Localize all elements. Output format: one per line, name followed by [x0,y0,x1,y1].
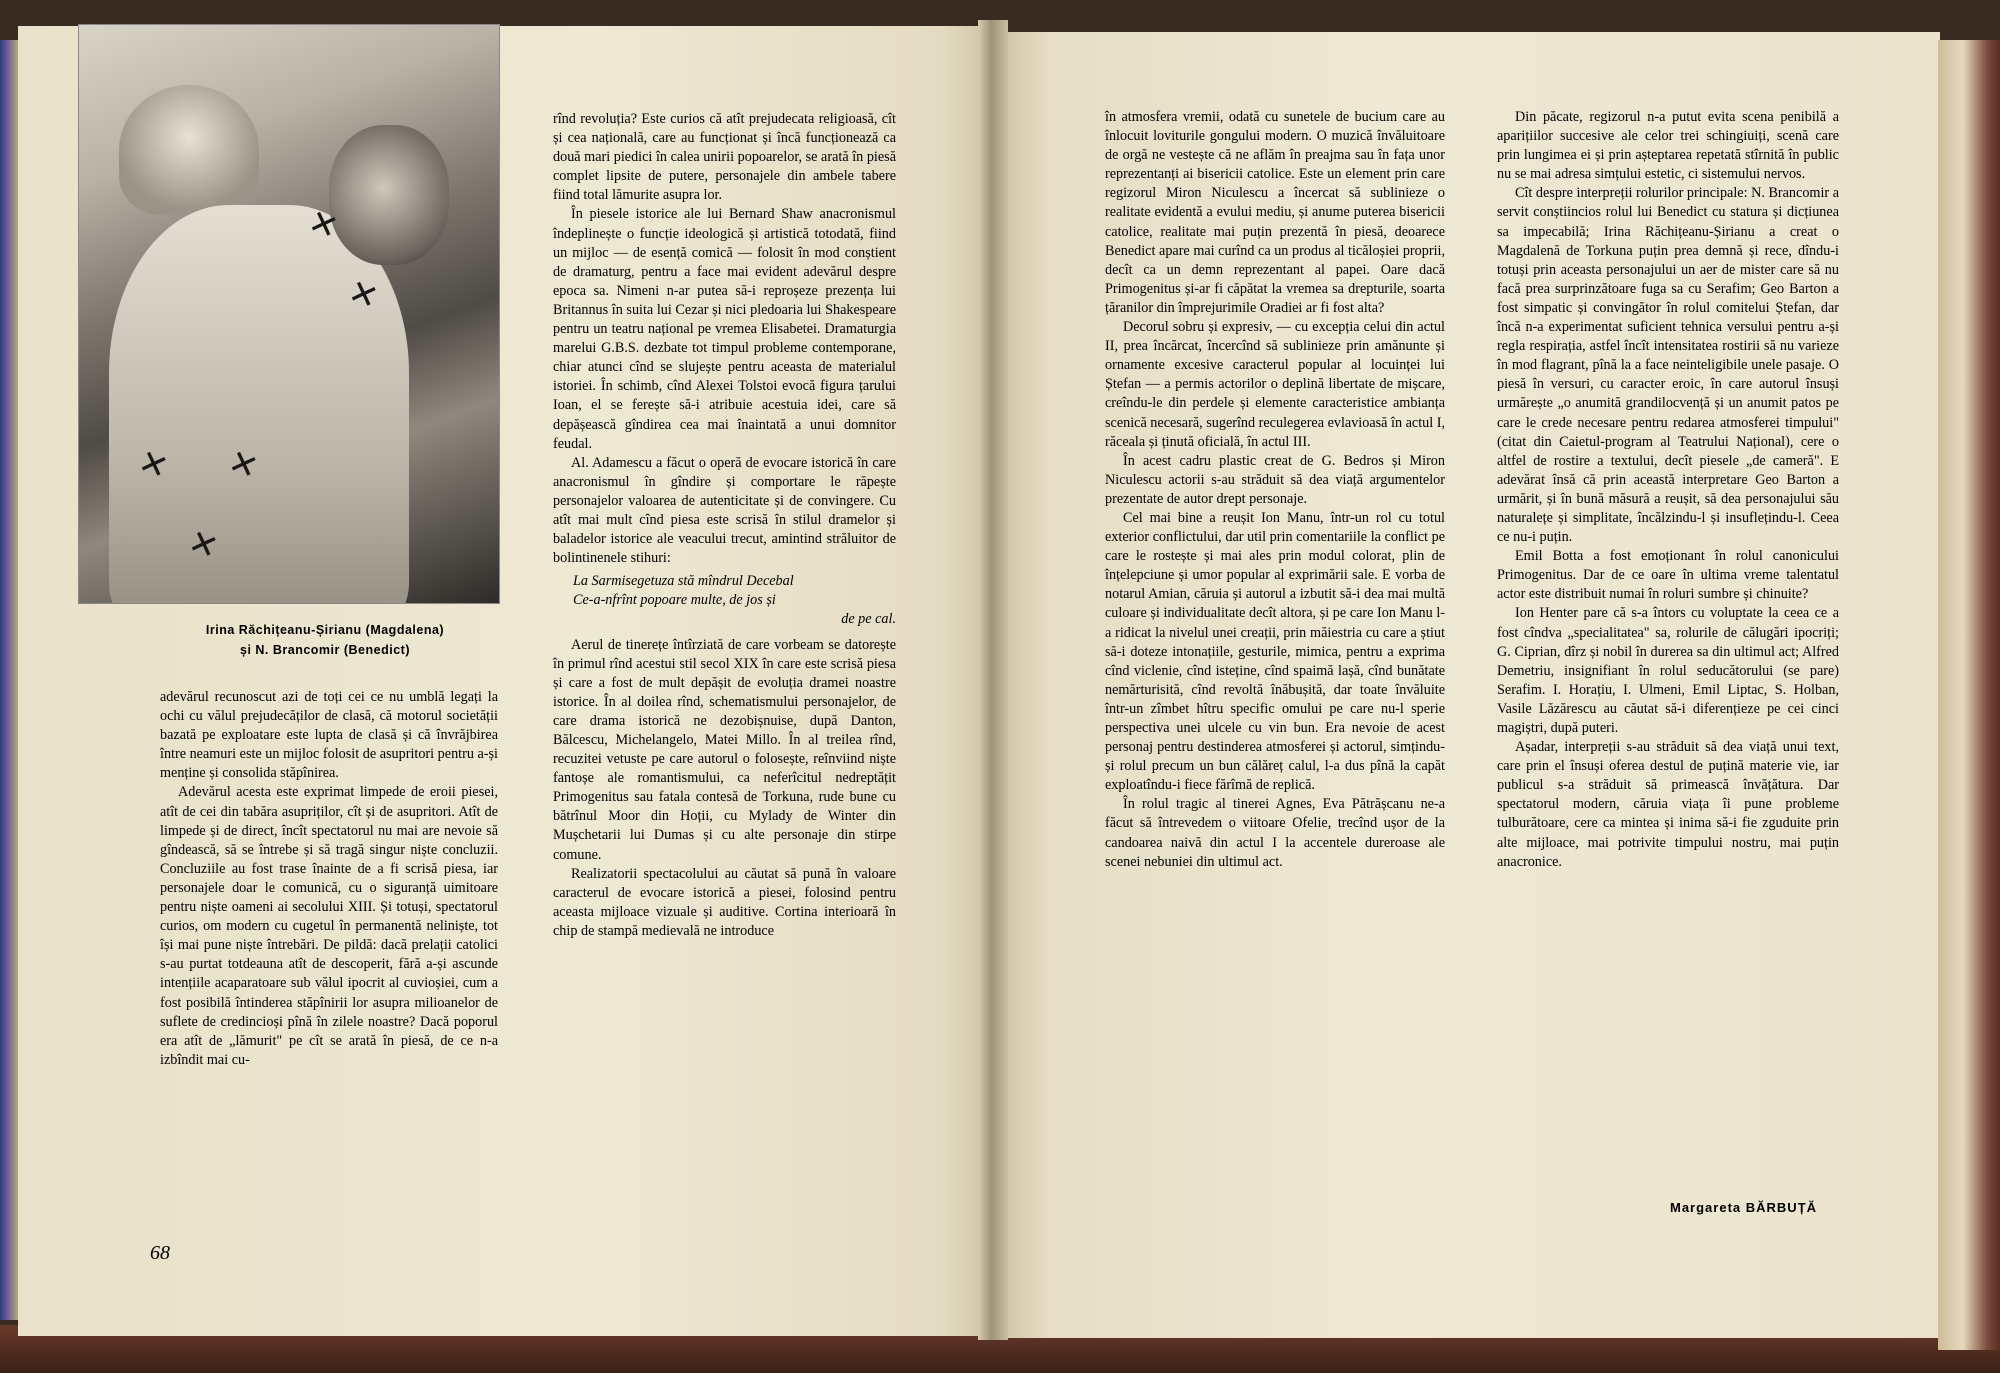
left-column-2 [553,110,896,941]
paragraph: adevărul recunoscut azi de toți cei ce nu umblă legați la ochi cu vălul prejudecăților de clasă, că motorul societății bazată pe exploatare este lupta de clasă și că învrăjbirea între neamuri este un mijloc folosit de asupritori pentru a-și menține și consolida stăpînirea. [160,689,498,782]
cross-mark-icon: ✕ [183,521,224,569]
paragraph: în atmosfera vremii, odată cu sunetele de bucium care au înlocuit loviturile gongului modern. O muzică învăluitoare de orgă ne vestește că ne aflăm în preajma sau în fața unor reprezentanți ai bisericii catolice. Este un element prin care regizorul Miron Niculescu a încercat să sublinieze o realitate evidentă a evului mediu, și anume puterea bisericii catolice, realitate mai puțin prezentă în piesă, deoarece Benedict apare mai curînd ca un produs al ticăloșiei proprii, decît ca un demn reprezentant al papei. Oare dacă Primogenitus și-ar fi căpătat la vremea sa drepturile, soarta țăranilor din împrejurimile Oradiei ar fi fost alta? [1105,109,1445,316]
book-edge-left [0,40,18,1320]
paragraph: Așadar, interpreții s-au străduit să dea viață unui text, care prin el însuși oferea destul de puțină materie vie, iar publicul s-a străduit să primească învățătura. Dar spectatorul modern, căruia viața îi pune probleme tulburătoare, cere ca mintea și inima să-i fie zguduite prin alte mijloace, mai potrivite timpului nostru, mai puțin anacronice. [1497,739,1839,870]
paragraph: În piesele istorice ale lui Bernard Shaw anacronismul îndeplinește o funcție ideologică și artistică totodată, fiind un mijloc — de esență comică — folosit în mod conștient de dramaturg, pentru a face mai evident adevărul despre epoca sa. Nimeni n-ar putea să-i reproșeze prezența lui Britannus în suita lui Cezar și nici pledoaria lui Shakespeare pentru un teatru național pe vremea Elisabetei. Dramaturgia marelui G.B.S. dezbate tot timpul probleme contemporane, chiar atunci cînd se slujește pentru aceasta de materialul istoriei. În schimb, cînd Alexei Tolstoi evocă figura țarului Ioan, el se ferește să-i atribuie acestuia idei, care să depășească gîndirea cea mai înaintată a unui domnitor feudal. [553,206,896,452]
book-edge-right [1938,40,2000,1350]
right-column-1 [1105,108,1445,872]
paragraph: Cît despre interpreții rolurilor principale: N. Brancomir a servit conștiincios rolul lui Benedict cu statura și dicțiunea sa impecabilă; Irina Răchițeanu-Șirianu a creat o Magdalenă de Torkuna puțin prea demnă și rece, dîndu-i totuși prin aceasta personajului un aer de mister care să nu facă prea surprinzătoare fuga sa cu Serafim; Geo Barton a fost simpatic și convingător în rolul comitelui Ștefan, dar încă n-a experimentat suficient tehnica versului pentru a-și regla respirația, astfel încît intensitatea rostirii să nu varieze în mod flagrant, pînă la a face neinteligibile unele pasaje. O piesă în versuri, cu caracter eroic, în care autorul însuși urmărește „o anumită grandilocvență și un anumit patos pe care le crede necesare pentru redarea atmosferei timpului" (citat din Caietul-program al Teatrului Național), cere o altfel de rostire a textului, decît piesele „de cameră". E adevărat însă că prin această interpretare Geo Barton a urmărit, și în bună măsură a reușit, să dea personajului său naturalețe și simplitate, încălzindu-l și insuflețindu-l. Ceea ce nu-i puțin. [1497,185,1839,546]
paragraph: În rolul tragic al tinerei Agnes, Eva Pătrășcanu ne-a făcut să întrevedem o viitoare Ofelie, trecînd ușor de la candoarea naivă din actul I la accentele dureroase ale scenei nebuniei din ultimul act. [1105,796,1445,870]
paragraph: Aerul de tinerețe întîrziată de care vorbeam se datorește în primul rînd acestui stil secol XIX în care este scrisă piesa și care a fost de mult depășit de evoluția dramei noastre istorice. În al doilea rînd, schematismului personajelor, de care drama istorică ne dezobișnuise, după Danton, Bălcescu, Michelangelo, Matei Millo. În al treilea rînd, recuzitei vetuste pe care autorul o folosește, reînviind niște fantoșe ale romantismului, ca neferîcitul nedreptățit Primogenitus sau fatala contesă de Torkuna, rude bune cu bătrînul Moor din Hoții, cu Mylady de Winter din Mușchetarii lui Dumas și cu alte personaje din stirpe comune. [553,636,896,863]
paragraph: În acest cadru plastic creat de G. Bedros și Miron Niculescu actorii s-au străduit să dea viață argumentelor prezentate de autor drept personaje. [1105,452,1445,507]
paragraph: Din păcate, regizorul n-a putut evita scena penibilă a aparițiilor succesive ale celor trei schingiuiți, scenă care prin lungimea ei și prin așteptarea repetată stîrnită în public nu se mai adresa simțului estetic, ci sistemului nervos. [1497,109,1839,183]
photo-figure-benedict [329,125,449,265]
photo-robe [109,205,409,604]
production-photo [78,24,500,604]
left-column-1 [160,688,498,1070]
caption-line: și N. Brancomir (Benedict) [240,643,410,657]
author-signature: Margareta BĂRBUȚĂ [1670,1200,1818,1215]
paragraph: Decorul sobru și expresiv, — cu excepția celui din actul II, prea încărcat, încercînd să sublinieze prin amănunte și ornamente excesive caracterul popular al locuinței lui Ștefan — a permis actorilor o deplină libertate de mișcare, creîndu-le din perdele și elemente caracteristice ambianța scenică necesară, sugerînd reculegerea evlavioasă în actul I, răceala și ținută oficială, în actul III. [1105,319,1445,450]
paragraph: Ion Henter pare că s-a întors cu voluptate la ceea ce a fost cîndva „specialitatea" sa, rolurile de călugări ipocriți; G. Ciprian, dîrz și nobil în durerea sa din ultimul act; Alfred Demetriu, insignifiant în rolul seducătorului (se pare) Serafim. I. Horațiu, I. Ulmeni, Emil Liptac, S. Holban, Vasile Lăzărescu au căutat să-i diferențieze pe cei cinci magiștri, după puteri. [1497,605,1839,736]
paragraph: Adevărul acesta este exprimat limpede de eroii piesei, atît de cei din tabăra asupriților, cît și de asupritori. Atît de limpede și de direct, încît spectatorul nu mai are nevoie să gîndească, să se întrebe și să tragă singur niște concluzii. Concluziile au fost trase înainte de a fi scrisă piesa, iar personajele doar le comunică, cu o siguranță uimitoare pentru niște oameni ai secolului XIII. Și totuși, spectatorul curios, om modern cu cugetul în permanentă neliniște, tot își mai pune niște întrebări. De pildă: dacă prelații catolici s-au purtat totdeauna atît de descoperit, fără a-și ascunde intențiile acaparatoare sub vălul ipocrit al cuvioșiei, cum a fost posibilă întinderea stăpînirii lor asupra milioanelor de suflete de credincioși pînă în zilele noastre? Dacă poporul era atît de „lămurit" pe cît se arată în piesă, de ce n-a izbîndit mai cu- [160,784,498,1068]
cross-mark-icon: ✕ [223,441,264,489]
paragraph: rînd revoluția? Este curios că atît prejudecata religioasă, cît și cea națională, care au funcționat și încă funcționează ca două mari piedici în calea unirii popoarelor, se arată în piesă complet lipsite de putere, personajele din ambele tabere fiind total lămurite asupra lor. [553,111,896,204]
cross-mark-icon: ✕ [303,201,344,249]
cross-mark-icon: ✕ [133,441,174,489]
paragraph: Al. Adamescu a făcut o operă de evocare istorică în care anacronismul în gîndire și comportare le răpește personajelor valoarea de autenticitate și de convingere. Cu atît mai mult cînd piesa este scrisă în stilul dramelor și baladelor istorice ale veacului trecut, amintind străluitor de bolintinenele stihuri: [553,454,896,567]
paragraph: Cel mai bine a reușit Ion Manu, într-un rol cu totul exterior conflictului, dar util prin comentariile la conflict pe care le rostește și mai ales prin modul colorat, plin de înțelepciune și umor popular al exprimării sale. E vorba de notarul Amian, căruia și autorul a izbutit să-i dea mai multă culoare și individualitate decît altora, și pe care Ion Manu l-a ridicat la nivelul unei creații, prin măiestria cu care a știut să-i doteze intonațiile, gesturile, mimica, pentru a exprima cînd viclenie, cînd isteține, cînd spaimă lașă, cînd bunătate nemărturisită, cînd revoltă înăbușită, dar toate învăluite într-un zîmbet hîtru specific omului pe care nu-l sperie perspectiva unei ulcele cu vin bun. Era nevoie de acest personaj pentru destinderea atmosferei și actorul, simțindu-și rolul precum un bun călăreț calul, l-a dus pînă la capăt exploatîndu-i fiece fărîmă de replică. [1105,509,1445,794]
page-number: 68 [150,1242,170,1264]
photo-figure-magdalena [119,85,259,215]
verse-line: de pe cal. [841,611,896,628]
right-column-2 [1497,108,1839,872]
photo-caption [160,620,490,660]
book-gutter [978,20,1008,1340]
paragraph: Emil Botta a fost emoționant în rolul canonicului Primogenitus. Dar de ce oare în ultima vreme talentatul actor este distribuit numai în roluri sumbre și chinuite? [1497,548,1839,603]
paragraph: Realizatorii spectacolului au căutat să pună în valoare caracterul de evocare istorică a piesei, folosind pentru aceasta mijloace vizuale și auditive. Cortina interioară în chip de stampă medievală ne introduce [553,865,896,939]
cross-mark-icon: ✕ [343,271,384,319]
verse-quote [573,572,896,629]
verse-line: La Sarmisegetuza stă mîndrul Decebal [573,573,794,590]
verse-line: Ce-a-nfrînt popoare multe, de jos și [573,592,776,609]
caption-line: Irina Răchițeanu-Șirianu (Magdalena) [205,623,445,637]
